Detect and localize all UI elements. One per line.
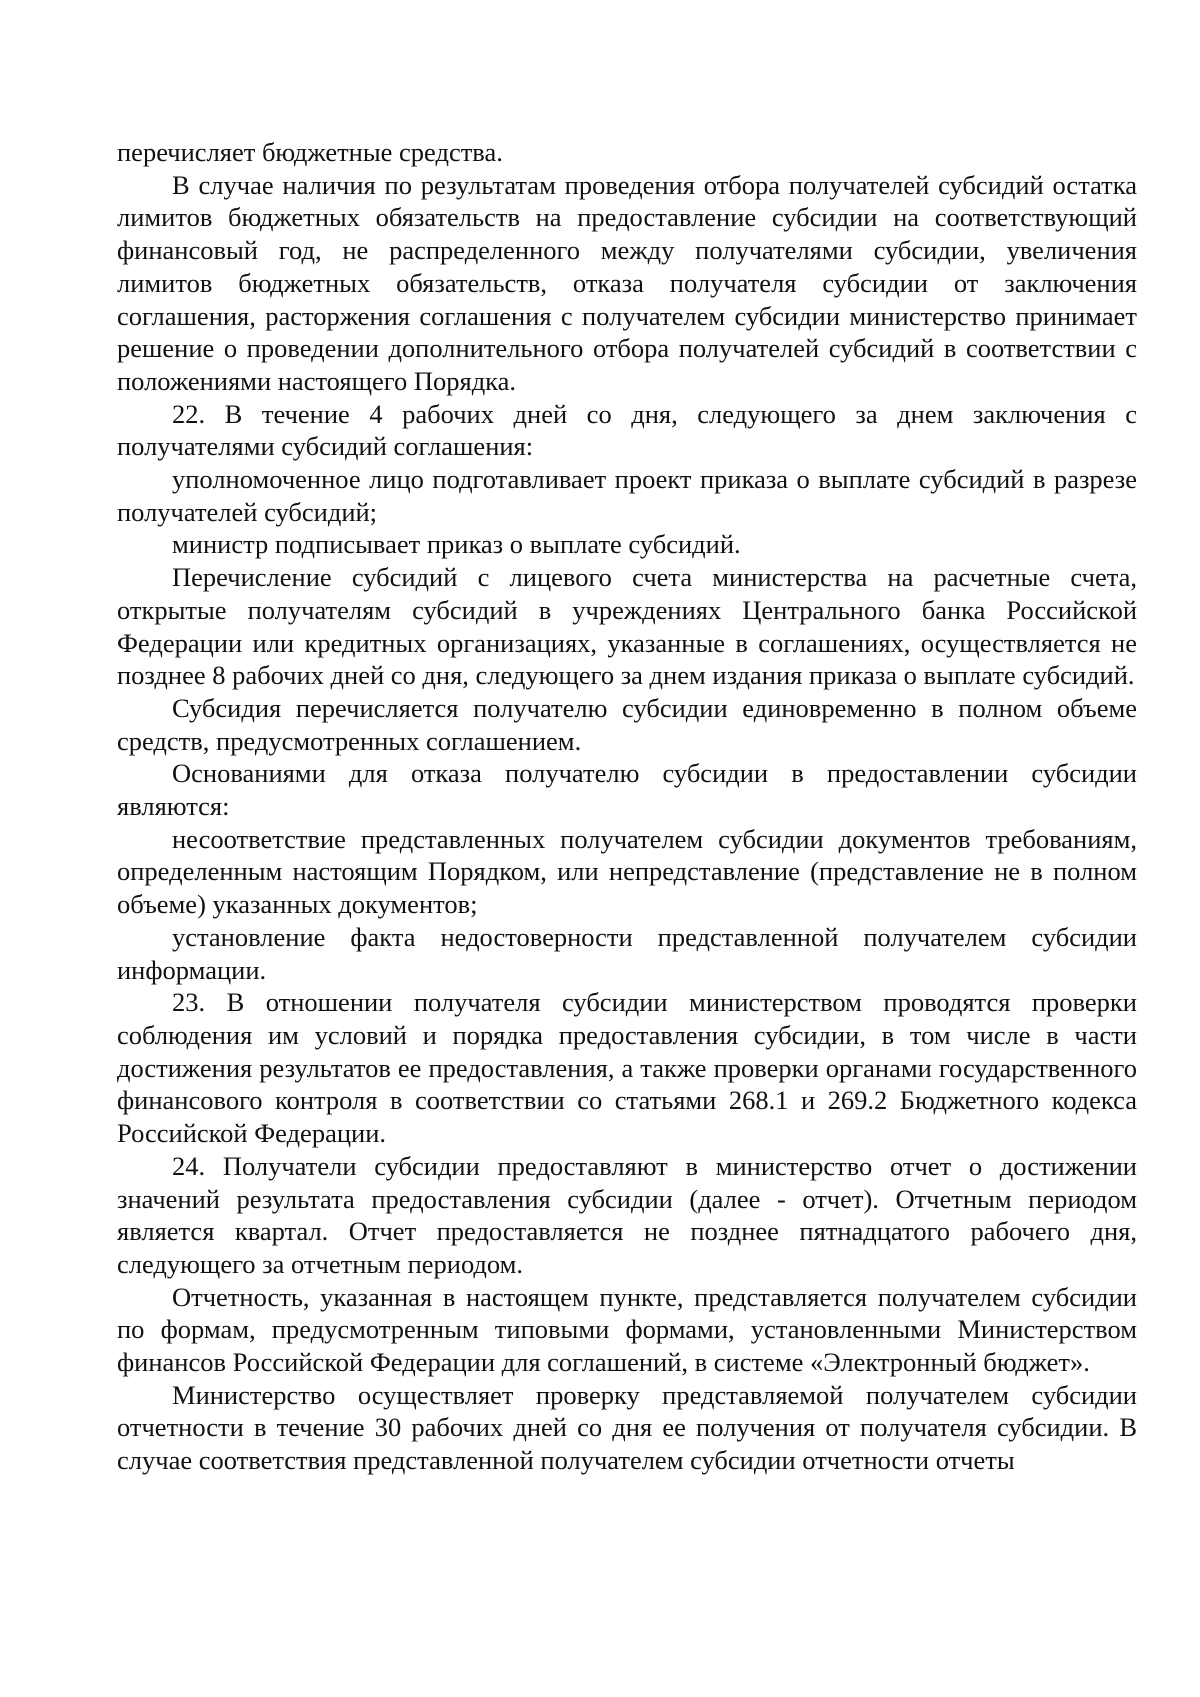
paragraph-12: 24. Получатели субсидии предоставляют в министерство отчет о достижении значений результата предоставления субсидии (далее - отчет). Отчетным периодом является квартал. Отчет предоставляется не позднее пятнадцатого рабочего дня, следующего за отчетным периодом.: [117, 1150, 1137, 1279]
paragraph-3: 22. В течение 4 рабочих дней со дня, следующего за днем заключения с получателями субсидий соглашения:: [117, 398, 1137, 462]
paragraph-10: установление факта недостоверности представленной получателем субсидии информации.: [117, 921, 1137, 985]
paragraph-2: В случае наличия по результатам проведения отбора получателей субсидий остатка лимитов бюджетных обязательств на предоставление субсидии на соответствующий финансовый год, не распределенного между получателями субсидии, увеличения лимитов бюджетных обязательств, отказа получателя субсидии от заключения соглашения, расторжения соглашения с получателем субсидии министерство принимает решение о проведении дополнительного отбора получателей субсидий в соответствии с положениями настоящего Порядка.: [117, 169, 1137, 396]
document-page: [117, 136, 1137, 1477]
paragraph-5: министр подписывает приказ о выплате субсидий.: [172, 529, 741, 560]
paragraph-6: Перечисление субсидий с лицевого счета министерства на расчетные счета, открытые получателям субсидий в учреждениях Центрального банка Российской Федерации или кредитных организациях, указанные в соглашениях, осуществляется не позднее 8 рабочих дней со дня, следующего за днем издания приказа о выплате субсидий.: [117, 562, 1137, 691]
paragraph-4: уполномоченное лицо подготавливает проект приказа о выплате субсидий в разрезе получателей субсидий;: [117, 464, 1137, 527]
paragraph-8: Основаниями для отказа получателю субсидии в предоставлении субсидии являются:: [117, 758, 1137, 822]
paragraph-13: Отчетность, указанная в настоящем пункте, представляется получателем субсидии по формам, предусмотренным типовыми формами, установленными Министерством финансов Российской Федерации для соглашений, в системе «Электронный бюджет».: [117, 1281, 1137, 1378]
paragraph-1: перечисляет бюджетные средства.: [117, 137, 503, 167]
paragraph-11: 23. В отношении получателя субсидии министерством проводятся проверки соблюдения им условий и порядка предоставления субсидии, в том числе в части достижения результатов ее предоставления, а также проверки органами государственного финансового контроля в соответствии со статьями 268.1 и 269.2 Бюджетного кодекса Российской Федерации.: [117, 987, 1137, 1149]
paragraph-9: несоответствие представленных получателем субсидии документов требованиям, определенным настоящим Порядком, или непредставление (представление не в полном объеме) указанных документов;: [117, 823, 1137, 920]
paragraph-14: Министерство осуществляет проверку представляемой получателем субсидии отчетности в течение 30 рабочих дней со дня ее получения от получателя субсидии. В случае соответствия представленной получателем субсидии отчетности отчеты: [117, 1379, 1137, 1476]
paragraph-7: Субсидия перечисляется получателю субсидии единовременно в полном объеме средств, предусмотренных соглашением.: [117, 692, 1137, 756]
